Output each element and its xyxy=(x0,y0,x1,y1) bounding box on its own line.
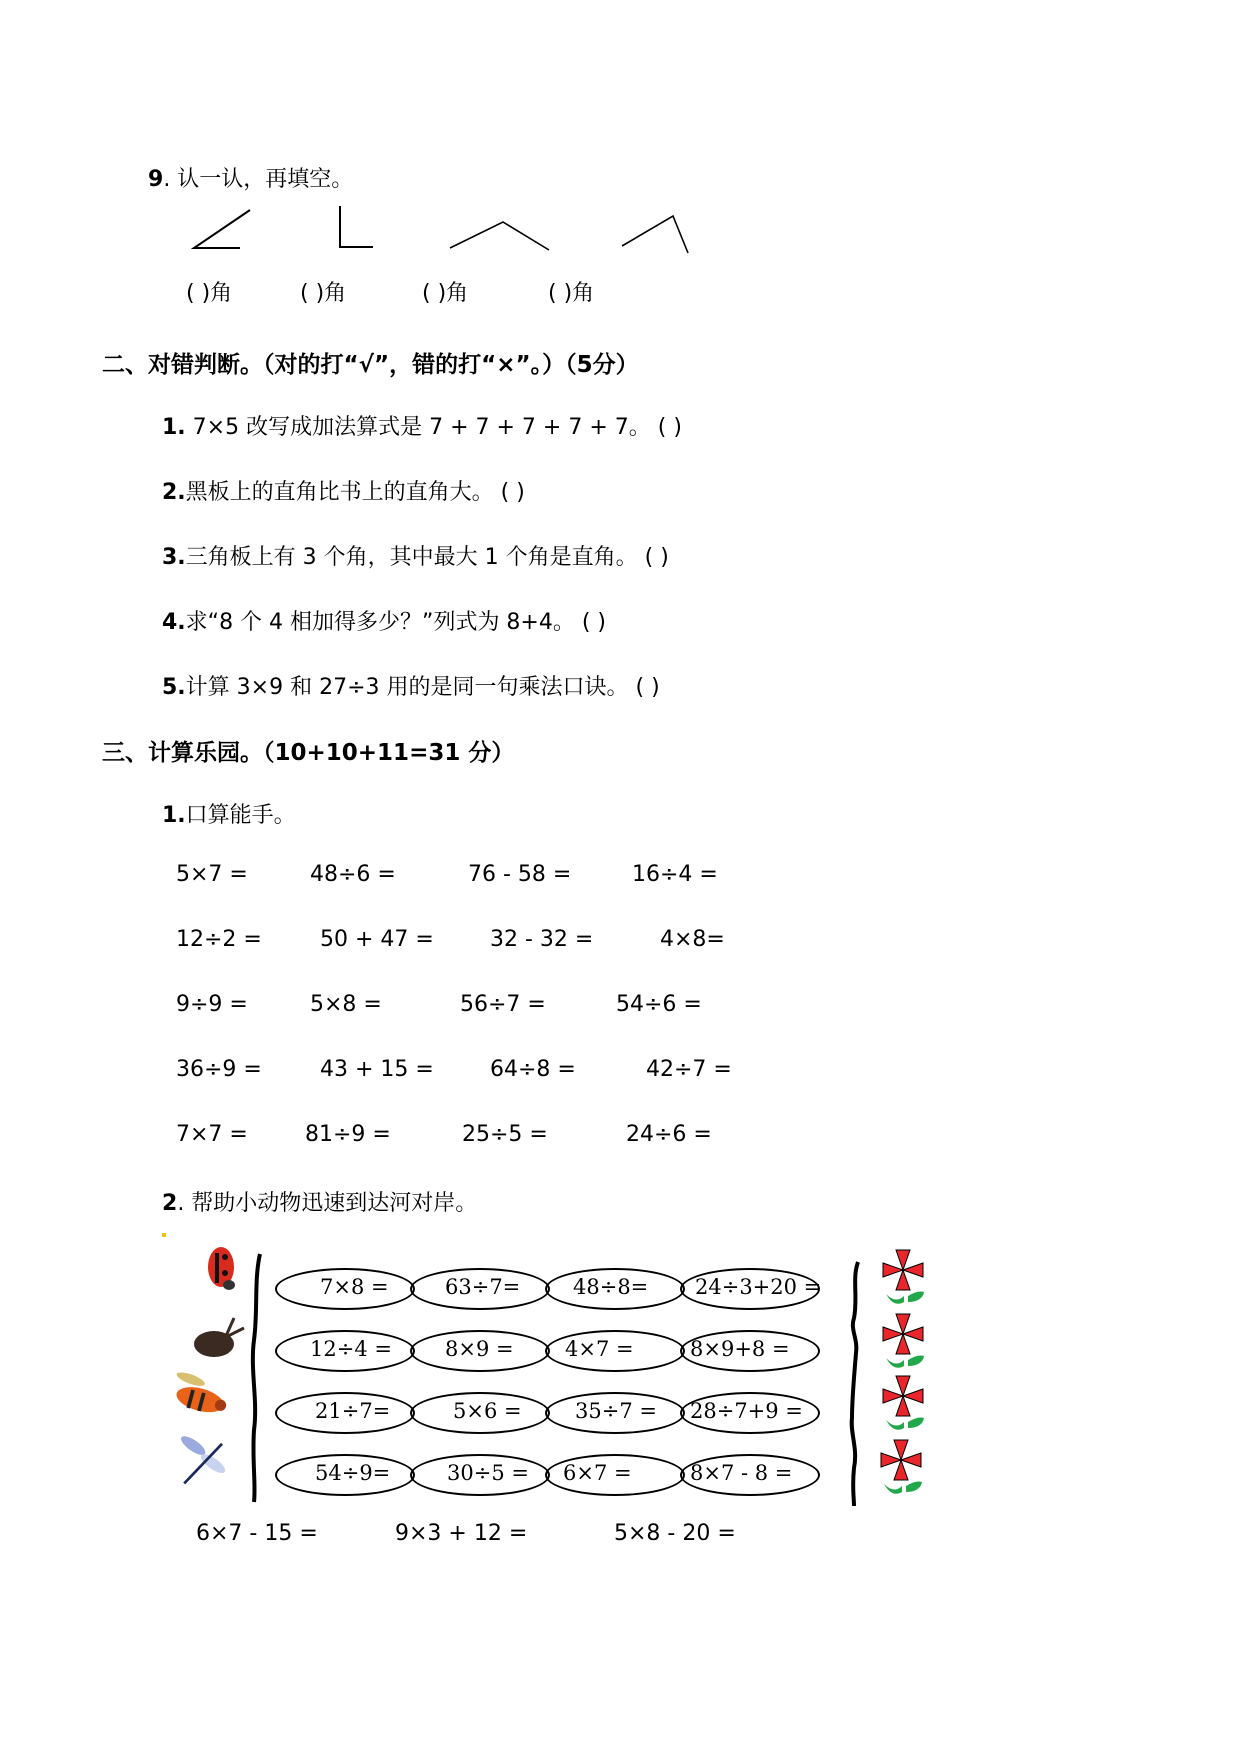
clipped-calc-1: 6×7 - 15 = xyxy=(196,1521,318,1546)
item-number: 1. xyxy=(162,415,186,440)
calc-r3c1: 9÷9 = xyxy=(176,992,248,1017)
item-text: 三角板上有 3 个角，其中最大 1 个角是直角。 ( ) xyxy=(185,545,669,570)
acute-angle-open-icon xyxy=(622,216,688,253)
item-text: 求“8 个 4 相加得多少？”列式为 8+4。 ( ) xyxy=(185,610,607,635)
stone-r2-3: 4×7 = xyxy=(565,1337,634,1361)
calc-r3c4: 54÷6 = xyxy=(616,992,702,1017)
calc-r5c3: 25÷5 = xyxy=(462,1122,548,1147)
calc-r3c3: 56÷7 = xyxy=(460,992,546,1017)
true-false-item-5 xyxy=(162,670,660,701)
true-false-item-4 xyxy=(162,605,606,636)
stone-r2-4: 8×9+8 = xyxy=(690,1337,790,1361)
true-false-item-2 xyxy=(162,475,525,506)
true-false-item-1 xyxy=(162,410,682,441)
stepping-stone-row-4 xyxy=(275,1448,845,1504)
stepping-stone-row-1 xyxy=(275,1262,845,1318)
flower-icon xyxy=(876,1440,926,1498)
item-number: 5. xyxy=(162,675,186,700)
angle-figures xyxy=(180,200,720,260)
obtuse-angle-icon xyxy=(450,222,549,250)
stone-r4-1: 54÷9= xyxy=(315,1461,391,1485)
part-number: 1. xyxy=(162,803,186,828)
calc-r5c2: 81÷9 = xyxy=(305,1122,391,1147)
calc-r1c4: 16÷4 = xyxy=(632,862,718,887)
stone-r1-3: 48÷8= xyxy=(573,1275,649,1299)
stone-r1-4: 24÷3+20 = xyxy=(695,1275,822,1299)
angle-label-4: ( )角 xyxy=(548,281,595,306)
wasp-icon xyxy=(172,1368,230,1422)
stray-dot xyxy=(162,1233,166,1237)
stone-r4-2: 30÷5 = xyxy=(447,1461,529,1485)
calc-r2c3: 32 - 32 = xyxy=(490,927,594,952)
section-3-heading: 三、计算乐园。（10+10+11=31 分） xyxy=(102,740,515,766)
calc-r2c1: 12÷2 = xyxy=(176,927,262,952)
calc-r5c4: 24÷6 = xyxy=(626,1122,712,1147)
snail-icon xyxy=(190,1308,248,1362)
item-number: 4. xyxy=(162,610,186,635)
flower-icon xyxy=(878,1376,928,1434)
stone-r3-3: 35÷7 = xyxy=(575,1399,657,1423)
part-text: . 帮助小动物迅速到达河对岸。 xyxy=(177,1191,478,1216)
stone-r3-4: 28÷7+9 = xyxy=(690,1399,803,1423)
angle-label-2: ( )角 xyxy=(300,281,347,306)
item-text: 计算 3×9 和 27÷3 用的是同一句乘法口诀。 ( ) xyxy=(185,675,660,700)
angle-label-3: ( )角 xyxy=(422,281,469,306)
calc-r4c1: 36÷9 = xyxy=(176,1057,262,1082)
angle-label-1: ( )角 xyxy=(186,281,233,306)
part-2-title xyxy=(162,1186,477,1217)
clipped-calc-2: 9×3 + 12 = xyxy=(395,1521,528,1546)
item-text: 7×5 改写成加法算式是 7 + 7 + 7 + 7 + 7。 ( ) xyxy=(185,415,682,440)
clipped-calc-3: 5×8 - 20 = xyxy=(614,1521,736,1546)
ladybug-icon xyxy=(195,1245,253,1299)
stepping-stone-row-3 xyxy=(275,1386,845,1442)
section-2-heading: 二、对错判断。（对的打“√”，错的打“×”。）（5分） xyxy=(102,352,639,378)
item-text: 黑板上的直角比书上的直角大。 ( ) xyxy=(185,480,525,505)
question-text: . 认一认，再填空。 xyxy=(163,167,354,192)
question-number: 9 xyxy=(148,167,164,192)
stone-r2-1: 12÷4 = xyxy=(310,1337,392,1361)
calc-r2c4: 4×8= xyxy=(660,927,725,952)
calc-r4c2: 43 + 15 = xyxy=(320,1057,434,1082)
right-bank-brace xyxy=(848,1258,864,1508)
calc-r2c2: 50 + 47 = xyxy=(320,927,434,952)
stepping-stone-row-2 xyxy=(275,1324,845,1380)
part-1-title xyxy=(162,798,296,829)
item-number: 3. xyxy=(162,545,186,570)
calc-r1c3: 76 - 58 = xyxy=(468,862,572,887)
part-number: 2 xyxy=(162,1191,178,1216)
stone-r1-2: 63÷7= xyxy=(445,1275,521,1299)
dragonfly-icon xyxy=(175,1433,233,1487)
calc-r1c2: 48÷6 = xyxy=(310,862,396,887)
calc-r4c4: 42÷7 = xyxy=(646,1057,732,1082)
stone-r1-1: 7×8 = xyxy=(320,1275,389,1299)
question-9-title xyxy=(148,162,353,193)
calc-r5c1: 7×7 = xyxy=(176,1122,248,1147)
stone-r3-2: 5×6 = xyxy=(453,1399,522,1423)
left-bank-brace xyxy=(248,1250,264,1506)
true-false-item-3 xyxy=(162,540,669,571)
stone-r4-4: 8×7 - 8 = xyxy=(690,1461,793,1485)
stone-r2-2: 8×9 = xyxy=(445,1337,514,1361)
stone-r4-3: 6×7 = xyxy=(563,1461,632,1485)
calc-r4c3: 64÷8 = xyxy=(490,1057,576,1082)
item-number: 2. xyxy=(162,480,186,505)
calc-r3c2: 5×8 = xyxy=(310,992,382,1017)
stone-r3-1: 21÷7= xyxy=(315,1399,391,1423)
flower-icon xyxy=(878,1250,928,1308)
acute-angle-icon xyxy=(194,210,250,248)
calc-r1c1: 5×7 = xyxy=(176,862,248,887)
flower-icon xyxy=(878,1314,928,1372)
part-text: 口算能手。 xyxy=(185,803,296,828)
right-angle-icon xyxy=(340,206,373,247)
